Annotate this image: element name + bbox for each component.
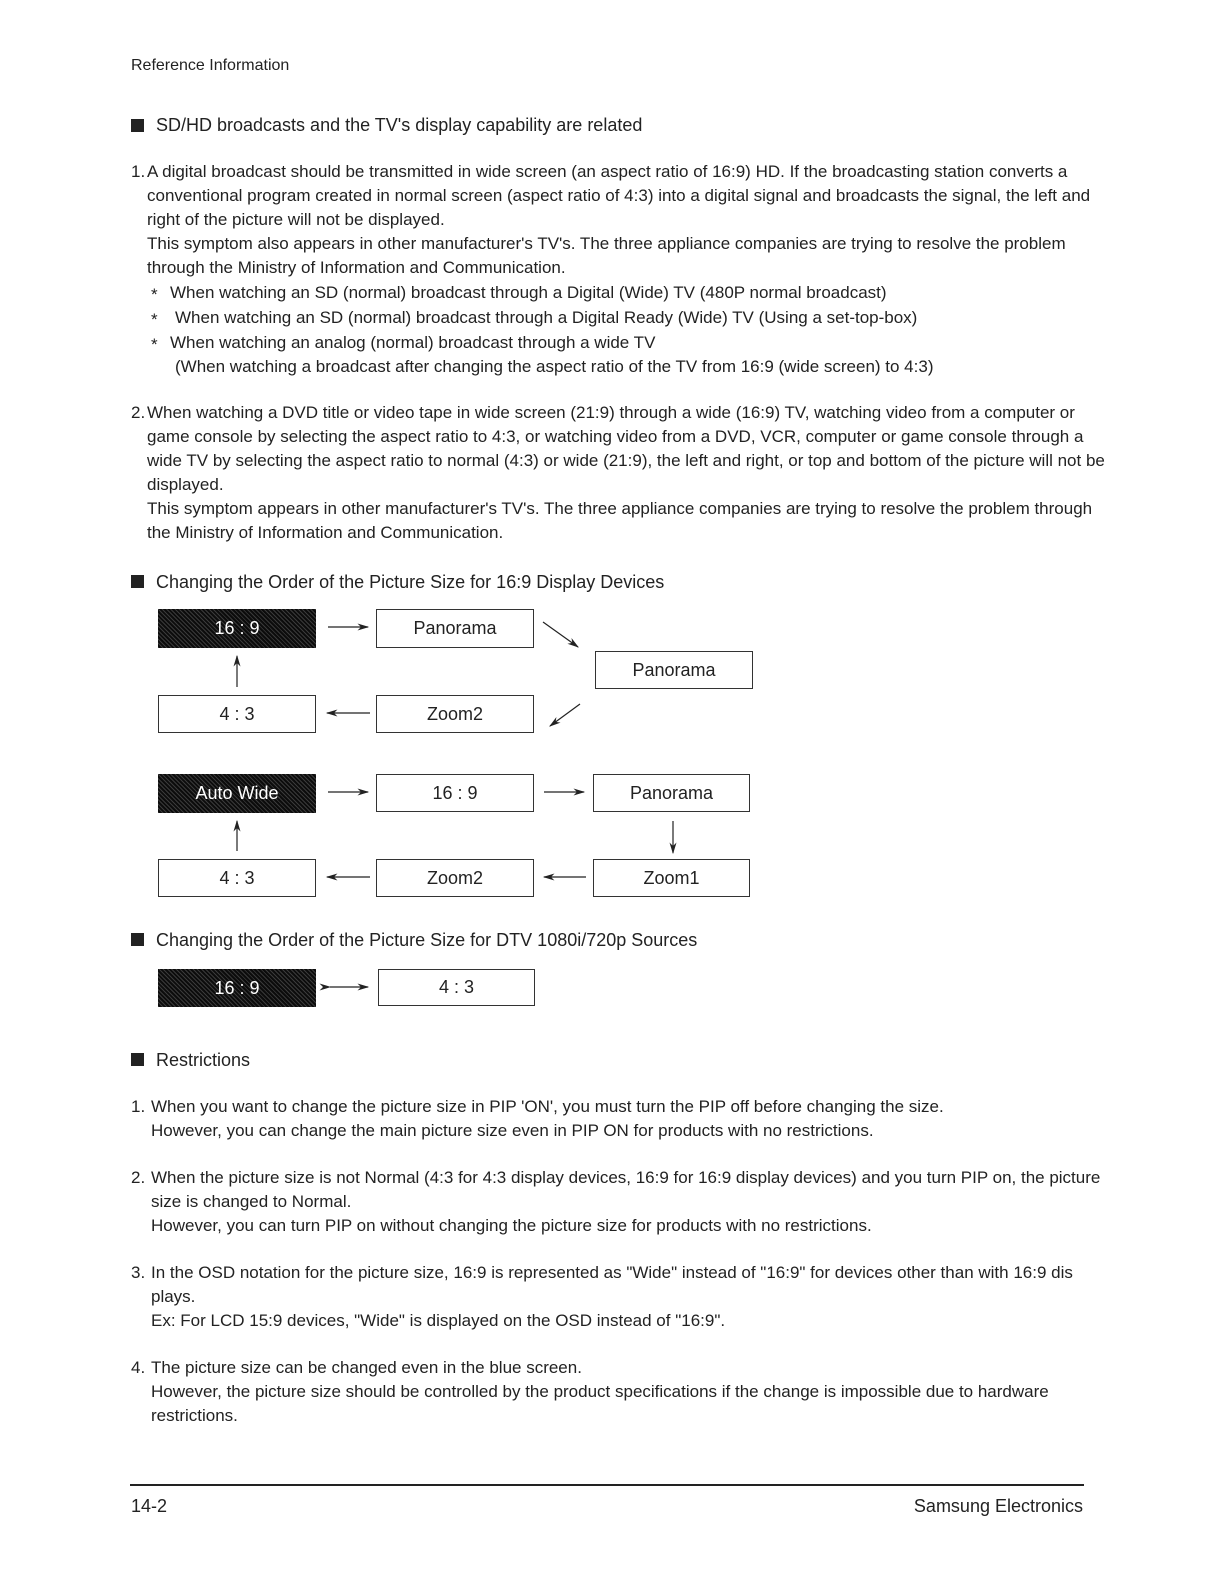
p1-line: right of the picture will not be displayed. — [147, 210, 445, 229]
bullet-sub: (When watching a broadcast after changing the aspect ratio of the TV from 16:9 (wide screen) to 4:3) — [175, 357, 934, 376]
restriction-line: When you want to change the picture size in PIP 'ON', you must turn the PIP off before changing the size. — [151, 1097, 944, 1116]
bullet-asterisk: * — [151, 310, 158, 329]
restriction-number: 4. — [131, 1358, 146, 1377]
p2-number: 2. — [131, 403, 146, 422]
restriction-line: restrictions. — [151, 1406, 238, 1425]
p1-number: 1. — [131, 162, 146, 181]
restriction-number: 2. — [131, 1168, 146, 1187]
p2-line: game console by selecting the aspect ratio to 4:3, or watching video from a DVD, VCR, computer or game console through a — [147, 427, 1084, 446]
dtv-heading: Changing the Order of the Picture Size for DTV 1080i/720p Sources — [156, 930, 698, 950]
bullet-item: When watching an SD (normal) broadcast through a Digital Ready (Wide) TV (Using a set-top-box) — [175, 308, 918, 327]
p2-line: the Ministry of Information and Communication. — [147, 523, 504, 542]
heading-bullet-square — [131, 933, 144, 946]
mode-box-16-9: 16 : 9 — [158, 969, 316, 1007]
restriction-line: plays. — [151, 1287, 196, 1306]
bullet-asterisk: * — [151, 335, 158, 354]
mode-box-16-9: 16 : 9 — [158, 609, 316, 648]
restriction-line: In the OSD notation for the picture size, 16:9 is represented as "Wide" instead of "16:9" for devices other than with 16:9 dis — [151, 1263, 1073, 1282]
mode-box-panorama: Panorama — [376, 609, 534, 648]
arrow-down-right — [543, 622, 578, 647]
restriction-line: When the picture size is not Normal (4:3 for 4:3 display devices, 16:9 for 16:9 display devices) and you turn PIP on, the picture — [151, 1168, 1101, 1187]
mode-box-4-3: 4 : 3 — [378, 969, 535, 1006]
p1-line: A digital broadcast should be transmitted in wide screen (an aspect ratio of 16:9) HD. If the broadcasting station converts a — [147, 162, 1068, 181]
mode-box-4-3: 4 : 3 — [158, 695, 316, 733]
restriction-number: 1. — [131, 1097, 146, 1116]
mode-box-16-9: 16 : 9 — [376, 774, 534, 812]
order-169-heading: Changing the Order of the Picture Size for 16:9 Display Devices — [156, 572, 665, 592]
section-label: Reference Information — [131, 57, 290, 74]
restriction-line: The picture size can be changed even in the blue screen. — [151, 1358, 582, 1377]
restrictions-heading: Restrictions — [156, 1050, 251, 1070]
restriction-line: However, the picture size should be controlled by the product specifications if the change is impossible due to hardware — [151, 1382, 1049, 1401]
restriction-number: 3. — [131, 1263, 146, 1282]
restriction-line: However, you can change the main picture size even in PIP ON for products with no restrictions. — [151, 1121, 874, 1140]
mode-box-4-3: 4 : 3 — [158, 859, 316, 897]
mode-box-zoom2: Zoom2 — [376, 859, 534, 897]
heading-bullet-square — [131, 1053, 144, 1066]
restriction-line: Ex: For LCD 15:9 devices, "Wide" is displayed on the OSD instead of "16:9". — [151, 1311, 726, 1330]
mode-box-panorama: Panorama — [593, 774, 750, 812]
arrow-down-left — [550, 704, 580, 726]
p1-line: through the Ministry of Information and Communication. — [147, 258, 566, 277]
page-number: 14-2 — [131, 1496, 168, 1516]
sd-hd-heading: SD/HD broadcasts and the TV's display capability are related — [156, 115, 643, 135]
footer-rule — [130, 1484, 1084, 1486]
mode-box-panorama: Panorama — [595, 651, 753, 689]
mode-box-auto-wide: Auto Wide — [158, 774, 316, 813]
bullet-item: When watching an analog (normal) broadcast through a wide TV — [170, 333, 656, 352]
mode-box-zoom2: Zoom2 — [376, 695, 534, 733]
p2-line: wide TV by selecting the aspect ratio to normal (4:3) or wide (21:9), the left and right, or top and bottom of the picture will not be — [147, 451, 1105, 470]
p1-line: This symptom also appears in other manufacturer's TV's. The three appliance companies are trying to resolve the problem — [147, 234, 1066, 253]
bullet-item: When watching an SD (normal) broadcast through a Digital (Wide) TV (480P normal broadcast) — [170, 283, 887, 302]
p2-line: When watching a DVD title or video tape in wide screen (21:9) through a wide (16:9) TV, watching video from a computer or — [147, 403, 1075, 422]
mode-box-zoom1: Zoom1 — [593, 859, 750, 897]
p2-line: This symptom appears in other manufacturer's TV's. The three appliance companies are trying to resolve the problem through — [147, 499, 1093, 518]
p2-line: displayed. — [147, 475, 224, 494]
restriction-line: However, you can turn PIP on without changing the picture size for products with no restrictions. — [151, 1216, 872, 1235]
p1-line: conventional program created in normal screen (aspect ratio of 4:3) into a digital signal and broadcasts the signal, the left and — [147, 186, 1091, 205]
restriction-line: size is changed to Normal. — [151, 1192, 352, 1211]
footer-company: Samsung Electronics — [913, 1496, 1083, 1516]
bullet-asterisk: * — [151, 285, 158, 304]
